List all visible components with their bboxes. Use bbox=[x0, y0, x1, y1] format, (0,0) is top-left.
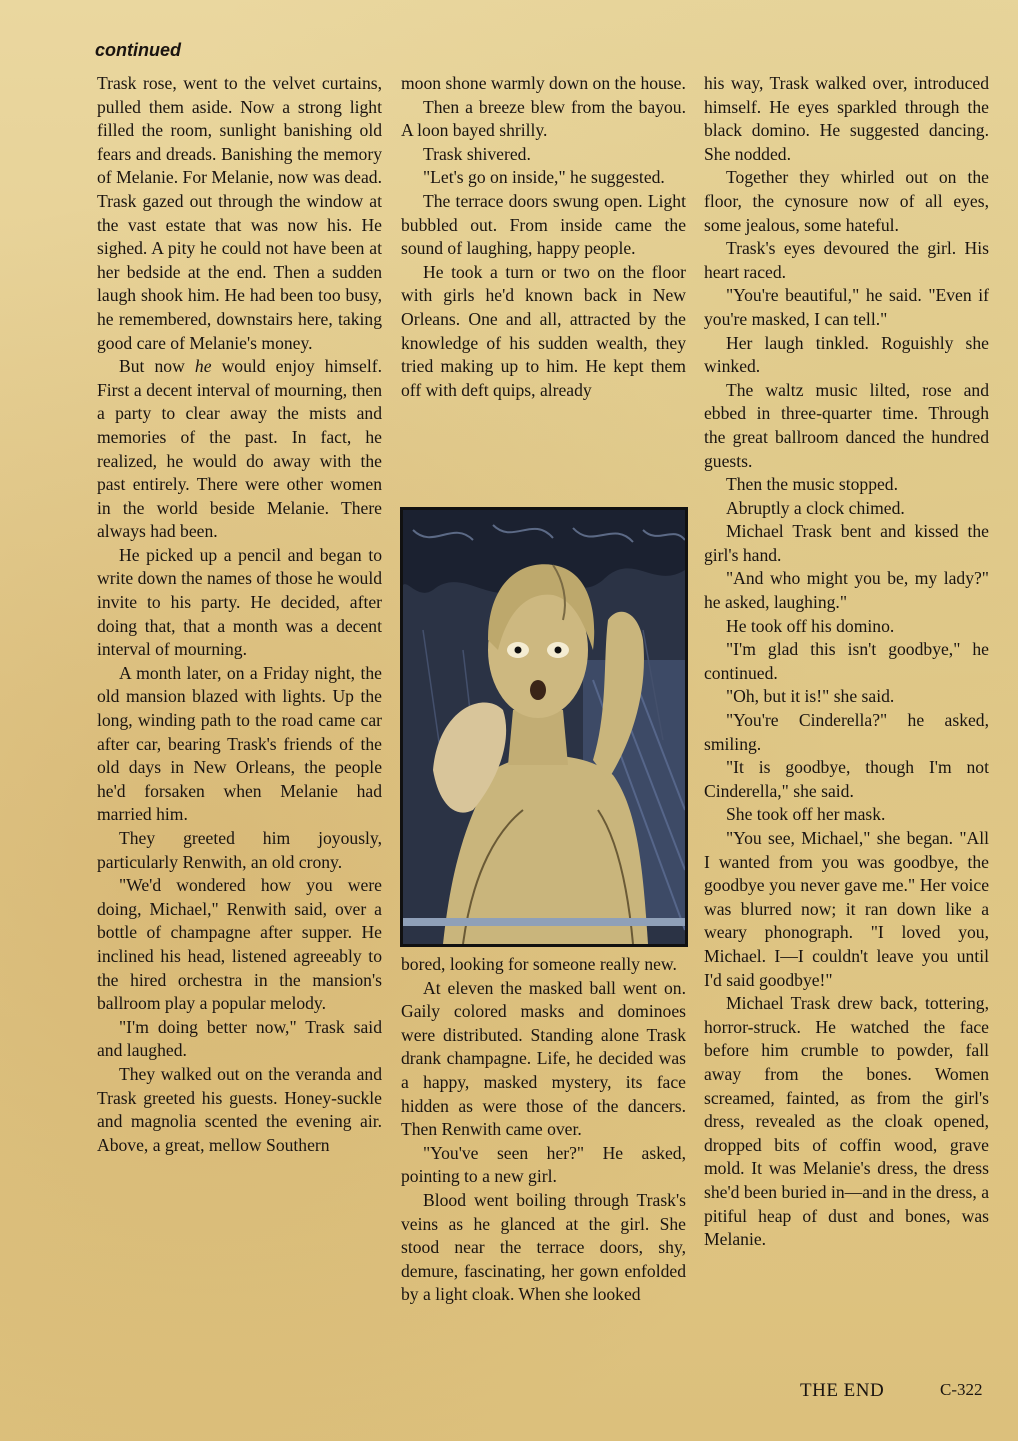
paragraph: Then a breeze blew from the bayou. A loon bayed shrilly. bbox=[401, 96, 686, 141]
paragraph: "And who might you be, my lady?" he asked, laughing." bbox=[704, 568, 989, 613]
paragraph: At eleven the masked ball went on. Gaily colored masks and dominoes were distributed. Standing alone Trask drank champagne. Life, he decided was a happy, masked mystery, its face hidden as were those of the dancers. Then Renwith came over. bbox=[401, 977, 686, 1140]
paragraph: He took a turn or two on the floor with girls he'd known back in New Orleans. One and all, attracted by the knowledge of his sudden wealth, they tried making up to him. He kept them off with deft quips, already bbox=[401, 261, 686, 400]
paragraph: They greeted him joyously, particularly Renwith, an old crony. bbox=[97, 828, 382, 872]
paragraph: Together they whirled out on the floor, the cynosure now of all eyes, some jealous, some hateful. bbox=[704, 167, 989, 235]
paragraph: He picked up a pencil and began to write down the names of those he would invite to his party. He decided, after doing that, that a month was a decent interval of mourning. bbox=[97, 544, 382, 660]
paragraph: The terrace doors swung open. Light bubbled out. From inside came the sound of laughing, happy people. bbox=[401, 190, 686, 259]
paragraph: He took off his domino. bbox=[726, 615, 895, 636]
paragraph: "You see, Michael," she began. "All I wanted from you was goodbye, the goodbye you never gave me." Her voice was blurred now; it ran down like a weary phonograph. "I loved you, Michael. I—I couldn't leave you until I'd said goodbye!" bbox=[704, 828, 989, 990]
text-column-1 bbox=[97, 72, 382, 1157]
paragraph: Then the music stopped. bbox=[726, 474, 898, 495]
text-column-3 bbox=[704, 72, 989, 1252]
paragraph: Blood went boiling through Trask's veins as he glanced at the girl. She stood near the terrace doors, shy, demure, fascinating, her gown enfolded by a light cloak. When she looked bbox=[401, 1189, 686, 1305]
paragraph: his way, Trask walked over, introduced himself. He eyes sparkled through the black domino. He suggested dancing. She nodded. bbox=[704, 73, 989, 164]
paragraph: Her laugh tinkled. Roguishly she winked. bbox=[704, 332, 989, 377]
paragraph: Trask rose, went to the velvet curtains, pulled them aside. Now a strong light filled the room, sunlight banishing old fears and dreads. Banishing the memory of Melanie. For Melanie, now was dead. Trask gazed out through the window at the vast estate that was now his. He sighed. A pity he could not have been at her bedside at the end. Then a sudden laugh shook him. He had been too busy, he remembered, downstairs here, taking good care of Melanie's money. bbox=[97, 73, 382, 353]
page-code: C-322 bbox=[940, 1380, 983, 1399]
frightened-woman-illustration bbox=[403, 510, 685, 944]
paragraph: moon shone warmly down on the house. bbox=[401, 73, 686, 93]
paragraph: She took off her mask. bbox=[726, 804, 886, 825]
paragraph: "You're beautiful," he said. "Even if you're masked, I can tell." bbox=[704, 285, 989, 329]
paragraph: Abruptly a clock chimed. bbox=[726, 497, 905, 518]
paragraph: A month later, on a Friday night, the old mansion blazed with lights. Up the long, winding path to the road came car after car, bearing Trask's friends of the old days in New Orleans, the people he'd forsaken when Melanie had married him. bbox=[97, 662, 382, 825]
paragraph: "You're Cinderella?" he asked, smiling. bbox=[704, 710, 989, 754]
illustration-panel bbox=[400, 507, 688, 947]
paragraph: "It is goodbye, though I'm not Cinderella," she said. bbox=[704, 757, 989, 801]
the-end-label: THE END bbox=[800, 1380, 885, 1401]
paragraph: "I'm doing better now," Trask said and laughed. bbox=[97, 1016, 382, 1061]
paragraph: Trask's eyes devoured the girl. His heart raced. bbox=[704, 238, 989, 282]
paragraph: Michael Trask drew back, tottering, horror-struck. He watched the face before him crumble to powder, fall away from the bones. Women screamed, fainted, as from the girl's dress, revealed as the cloak opened, dropped bits of coffin wood, grave mold. It was Melanie's dress, the dress she'd been buried in—and in the dress, a pitiful heap of dust and bones, was Melanie. bbox=[704, 993, 989, 1250]
running-head: continued bbox=[95, 40, 181, 60]
text-column-2-bottom bbox=[401, 953, 686, 1307]
text-column-2-top bbox=[401, 72, 686, 402]
paragraph: "Oh, but it is!" she said. bbox=[726, 686, 895, 707]
paragraph: "Let's go on inside," he suggested. bbox=[423, 167, 665, 188]
paragraph: bored, looking for someone really new. bbox=[401, 954, 677, 974]
paragraph: "We'd wondered how you were doing, Michael," Renwith said, over a bottle of champagne after supper. He inclined his head, listened agreeably to the hired orchestra in the mansion's ballroom play a popular melody. bbox=[97, 875, 382, 1014]
paragraph: Michael Trask bent and kissed the girl's hand. bbox=[704, 521, 989, 565]
paragraph: Trask shivered. bbox=[423, 143, 531, 164]
paragraph: "I'm glad this isn't goodbye," he continued. bbox=[704, 639, 989, 683]
paragraph: They walked out on the veranda and Trask greeted his guests. Honey-suckle and magnolia scented the evening air. Above, a great, mellow Southern bbox=[97, 1063, 382, 1155]
paragraph: But now he would enjoy himself. First a decent interval of mourning, then a party to clear away the mists and memories of the past. In fact, he realized, he would do away with the past entirely. There were other women in the world beside Melanie. There always had been. bbox=[97, 356, 382, 542]
paragraph: "You've seen her?" He asked, pointing to a new girl. bbox=[401, 1142, 686, 1187]
paragraph: The waltz music lilted, rose and ebbed in three-quarter time. Through the great ballroom danced the hundred guests. bbox=[704, 379, 989, 471]
